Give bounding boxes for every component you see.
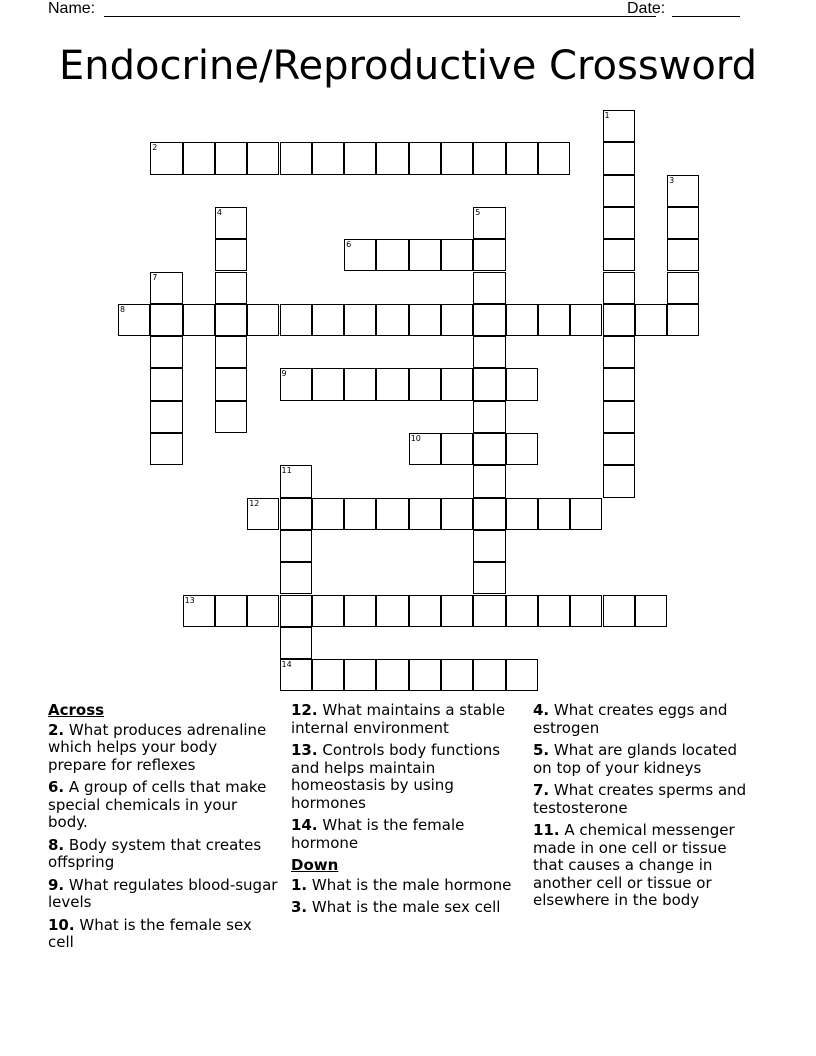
crossword-cell[interactable] <box>473 530 505 562</box>
crossword-cell[interactable] <box>473 142 505 174</box>
crossword-cell[interactable] <box>603 304 635 336</box>
crossword-cell[interactable] <box>473 659 505 691</box>
crossword-cell[interactable] <box>603 239 635 271</box>
crossword-cell[interactable] <box>312 498 344 530</box>
clue-across-10: 10. What is the female sex cell <box>48 915 252 951</box>
crossword-cell[interactable] <box>409 659 441 691</box>
crossword-cell[interactable] <box>280 562 312 594</box>
crossword-cell[interactable] <box>215 207 247 239</box>
clues-column-1 <box>48 702 280 957</box>
crossword-cell[interactable] <box>473 498 505 530</box>
crossword-cell[interactable] <box>441 595 473 627</box>
crossword-cell[interactable] <box>441 433 473 465</box>
crossword-cell[interactable] <box>150 304 182 336</box>
crossword-cell[interactable] <box>506 659 538 691</box>
crossword-cell[interactable] <box>603 595 635 627</box>
page-title: Endocrine/Reproductive Crossword <box>58 43 757 89</box>
crossword-cell[interactable] <box>215 595 247 627</box>
crossword-cell[interactable] <box>247 142 279 174</box>
crossword-cell[interactable] <box>376 304 408 336</box>
crossword-cell[interactable] <box>150 433 182 465</box>
crossword-cell[interactable] <box>603 142 635 174</box>
crossword-cell[interactable] <box>344 304 376 336</box>
crossword-cell[interactable] <box>215 239 247 271</box>
crossword-cell[interactable] <box>506 498 538 530</box>
crossword-cell[interactable] <box>570 595 602 627</box>
crossword-cell[interactable] <box>441 498 473 530</box>
crossword-cell[interactable] <box>603 336 635 368</box>
crossword-cell[interactable] <box>312 595 344 627</box>
crossword-cell[interactable] <box>312 368 344 400</box>
crossword-cell[interactable] <box>441 142 473 174</box>
clue-down-4: 4. What creates eggs and estrogen <box>533 701 728 737</box>
crossword-cell[interactable] <box>150 272 182 304</box>
crossword-cell[interactable] <box>376 659 408 691</box>
crossword-cell[interactable] <box>473 336 505 368</box>
crossword-cell[interactable] <box>376 368 408 400</box>
crossword-cell[interactable] <box>215 368 247 400</box>
clue-number: 7 <box>152 272 158 282</box>
crossword-cell[interactable] <box>473 207 505 239</box>
crossword-cell[interactable] <box>473 401 505 433</box>
clue-number: 14 <box>281 660 292 670</box>
crossword-cell[interactable] <box>280 465 312 497</box>
crossword-cell[interactable] <box>215 272 247 304</box>
crossword-cell[interactable] <box>344 368 376 400</box>
crossword-cell[interactable] <box>603 175 635 207</box>
clue-number: 1 <box>604 111 610 120</box>
clue-down-7: 7. What creates sperms and testosterone <box>533 781 747 817</box>
clue-number: 11 <box>281 466 292 476</box>
crossword-cell[interactable] <box>280 368 312 400</box>
crossword-cell[interactable] <box>183 142 215 174</box>
crossword-cell[interactable] <box>667 239 699 271</box>
crossword-cell[interactable] <box>247 304 279 336</box>
crossword-cell[interactable] <box>473 239 505 271</box>
clue-across-12: 12. What maintains a stable internal environment <box>291 701 506 737</box>
crossword-cell[interactable] <box>376 142 408 174</box>
crossword-cell[interactable] <box>183 304 215 336</box>
date-label: Date: <box>627 0 666 17</box>
crossword-cell[interactable] <box>150 336 182 368</box>
crossword-cell[interactable] <box>409 304 441 336</box>
crossword-cell[interactable] <box>570 498 602 530</box>
name-label: Name: <box>48 0 96 17</box>
crossword-cell[interactable] <box>473 562 505 594</box>
clue-across-14: 14. What is the female hormone <box>291 816 465 852</box>
crossword-cell[interactable] <box>473 595 505 627</box>
crossword-cell[interactable] <box>473 368 505 400</box>
crossword-cell[interactable] <box>409 595 441 627</box>
clue-down-3: 3. What is the male sex cell <box>291 898 501 916</box>
crossword-cell[interactable] <box>441 239 473 271</box>
crossword-cell[interactable] <box>150 368 182 400</box>
crossword-cell[interactable] <box>538 304 570 336</box>
crossword-cell[interactable] <box>473 465 505 497</box>
crossword-cell[interactable] <box>280 304 312 336</box>
crossword-cell[interactable] <box>506 595 538 627</box>
clues-column-2 <box>291 702 523 922</box>
crossword-cell[interactable] <box>312 659 344 691</box>
crossword-cell[interactable] <box>376 239 408 271</box>
crossword-cell[interactable] <box>409 368 441 400</box>
crossword-cell[interactable] <box>667 304 699 336</box>
clue-across-6: 6. A group of cells that make special chemicals in your body. <box>48 778 267 831</box>
name-field[interactable] <box>104 16 656 17</box>
crossword-cell[interactable] <box>538 498 570 530</box>
clue-across-2: 2. What produces adrenaline which helps your body prepare for reflexes <box>48 720 267 774</box>
crossword-cell[interactable] <box>376 595 408 627</box>
down-heading: Down <box>291 856 339 874</box>
crossword-cell[interactable] <box>538 595 570 627</box>
clue-down-5: 5. What are glands located on top of your kidneys <box>533 741 738 777</box>
crossword-cell[interactable] <box>667 272 699 304</box>
crossword-cell[interactable] <box>506 368 538 400</box>
crossword-cell[interactable] <box>118 304 150 336</box>
header <box>48 0 742 22</box>
clue-across-9: 9. What regulates blood-sugar levels <box>48 875 278 911</box>
crossword-cell[interactable] <box>344 595 376 627</box>
crossword-cell[interactable] <box>506 433 538 465</box>
crossword-cell[interactable] <box>667 175 699 207</box>
crossword-cell[interactable] <box>570 304 602 336</box>
crossword-cell[interactable] <box>603 433 635 465</box>
crossword-cell[interactable] <box>312 142 344 174</box>
clue-number: 6 <box>346 240 352 250</box>
crossword-cell[interactable] <box>409 498 441 530</box>
crossword-cell[interactable] <box>280 627 312 659</box>
crossword-cell[interactable] <box>409 239 441 271</box>
crossword-cell[interactable] <box>473 433 505 465</box>
crossword-cell[interactable] <box>344 142 376 174</box>
crossword-cell[interactable] <box>603 207 635 239</box>
crossword-cell[interactable] <box>473 304 505 336</box>
crossword-cell[interactable] <box>603 368 635 400</box>
clues-column-3 <box>533 702 755 915</box>
crossword-cell[interactable] <box>667 207 699 239</box>
crossword-cell[interactable] <box>538 142 570 174</box>
crossword-cell[interactable] <box>247 595 279 627</box>
clue-number: 4 <box>216 207 222 217</box>
crossword-cell[interactable] <box>280 142 312 174</box>
crossword-cell[interactable] <box>344 498 376 530</box>
crossword-cell[interactable] <box>603 110 635 142</box>
crossword-cell[interactable] <box>280 595 312 627</box>
date-field[interactable] <box>672 16 740 17</box>
crossword-cell[interactable] <box>247 498 279 530</box>
crossword-cell[interactable] <box>409 142 441 174</box>
crossword-cell[interactable] <box>280 659 312 691</box>
crossword-cell[interactable] <box>603 465 635 497</box>
crossword-cell[interactable] <box>280 498 312 530</box>
clue-number: 2 <box>152 143 158 153</box>
crossword-cell[interactable] <box>344 659 376 691</box>
crossword-cell[interactable] <box>150 142 182 174</box>
clue-number: 8 <box>120 304 126 314</box>
crossword-cell[interactable] <box>312 304 344 336</box>
crossword-cell[interactable] <box>376 498 408 530</box>
crossword-cell[interactable] <box>409 433 441 465</box>
crossword-cell[interactable] <box>344 239 376 271</box>
crossword-cell[interactable] <box>150 401 182 433</box>
clue-across-8: 8. Body system that creates offspring <box>48 835 262 871</box>
clue-down-1: 1. What is the male hormone <box>291 875 512 894</box>
crossword-cell[interactable] <box>473 272 505 304</box>
crossword-cell[interactable] <box>635 595 667 627</box>
crossword-cell[interactable] <box>183 595 215 627</box>
crossword-cell[interactable] <box>215 142 247 174</box>
crossword-cell[interactable] <box>506 304 538 336</box>
crossword-cell[interactable] <box>635 304 667 336</box>
crossword-cell[interactable] <box>280 530 312 562</box>
crossword-cell[interactable] <box>603 272 635 304</box>
crossword-cell[interactable] <box>603 401 635 433</box>
crossword-cell[interactable] <box>215 336 247 368</box>
crossword-cell[interactable] <box>441 304 473 336</box>
crossword-cell[interactable] <box>441 368 473 400</box>
clue-number: 3 <box>669 175 675 185</box>
across-heading: Across <box>48 701 105 719</box>
clue-number: 12 <box>249 498 260 508</box>
clue-across-13: 13. Controls body functions and helps maintain homeostasis by using hormones <box>291 741 501 812</box>
clue-number: 9 <box>281 369 287 379</box>
crossword-cell[interactable] <box>506 142 538 174</box>
crossword-cell[interactable] <box>215 401 247 433</box>
clue-number: 13 <box>184 595 195 605</box>
clue-down-11: 11. A chemical messenger made in one cell or tissue that causes a change in another cell or tissue or elsewhere in the body <box>533 821 735 909</box>
crossword-cell[interactable] <box>215 304 247 336</box>
clue-number: 5 <box>475 207 481 217</box>
clue-number: 10 <box>410 434 421 443</box>
crossword-cell[interactable] <box>441 659 473 691</box>
